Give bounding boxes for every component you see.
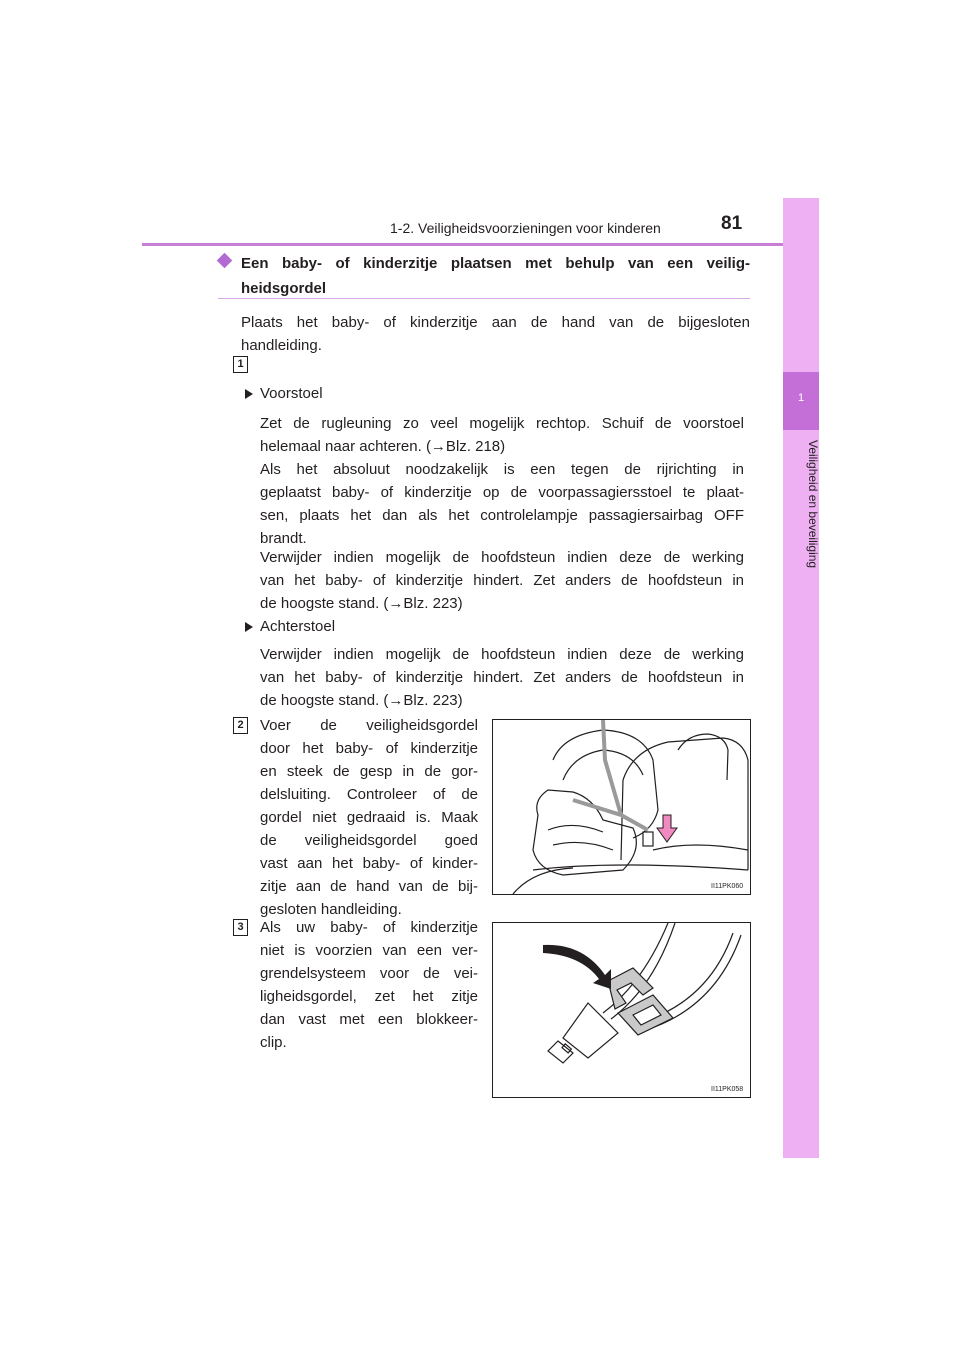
- text-line: dan vast met een blokkeer-: [260, 1011, 478, 1028]
- text-line: gesloten handleiding.: [260, 901, 402, 918]
- intro-line-2: handleiding.: [241, 337, 322, 354]
- front-seat-paragraph-2: [260, 546, 744, 615]
- text-line: Voer de veiligheidsgordel: [260, 717, 478, 734]
- text-line: geplaatst baby- of kinderzitje op de voorpassagiersstoel te plaat-: [260, 484, 744, 501]
- chapter-number: 1: [797, 392, 805, 404]
- text-line: clip.: [260, 1034, 287, 1051]
- text-line: delsluiting. Controleer of de: [260, 786, 478, 803]
- text-line: grendelsysteem voor de vei-: [260, 965, 478, 982]
- text-line: zitje aan de hand van de bij-: [260, 878, 478, 895]
- header-rule: [142, 243, 819, 246]
- front-seat-label: Voorstoel: [260, 385, 323, 402]
- step-number-1: 1: [233, 356, 248, 373]
- pointing-arrow-icon: [543, 945, 611, 989]
- text-line: de hoogste stand. (→Blz. 223): [260, 595, 463, 612]
- text-line: van het baby- of kinderzitje hindert. Zet anders de hoofdsteun in: [260, 669, 744, 686]
- text-line: de veiligheidsgordel goed: [260, 832, 478, 849]
- text-line: van het baby- of kinderzitje hindert. Zet anders de hoofdsteun in: [260, 572, 744, 589]
- text-line: helemaal naar achteren. (→Blz. 218): [260, 438, 506, 455]
- diamond-bullet-icon: [217, 253, 233, 269]
- text-line: sen, plaats het dan als het controlelampje passagiersairbag OFF: [260, 507, 744, 524]
- rear-seat-label: Achterstoel: [260, 618, 336, 635]
- step-number-2: 2: [233, 717, 248, 734]
- page-number: 81: [721, 213, 743, 234]
- heading-line-1: Een baby- of kinderzitje plaatsen met behulp van een veilig-: [241, 255, 750, 272]
- text-line: Verwijder indien mogelijk de hoofdsteun indien deze de werking: [260, 646, 744, 663]
- rear-seat-paragraph: [260, 643, 744, 712]
- chapter-number-tab: [783, 372, 819, 430]
- text-line: Als uw baby- of kinderzitje: [260, 919, 478, 936]
- text-line: vast aan het baby- of kinder-: [260, 855, 478, 872]
- text-line: Als het absoluut noodzakelijk is een tegen de rijrichting in: [260, 461, 744, 478]
- press-down-arrow-icon: [657, 815, 677, 842]
- text-line: gordel niet gedraaid is. Maak: [260, 809, 478, 826]
- intro-line-1: Plaats het baby- of kinderzitje aan de hand van de bijgesloten: [241, 314, 750, 331]
- text-line: niet is voorzien van een ver-: [260, 942, 478, 959]
- step3-paragraph: [260, 916, 478, 1054]
- child-seat-illustration: [493, 720, 750, 894]
- heading-line-2: heidsgordel: [241, 280, 327, 297]
- locking-clip-illustration: [493, 923, 750, 1097]
- locking-clip-icon: [608, 968, 673, 1035]
- text-line: de hoogste stand. (→Blz. 223): [260, 692, 463, 709]
- text-line: Zet de rugleuning zo veel mogelijk rechtop. Schuif de voorstoel: [260, 415, 744, 432]
- text-line: en steek de gesp in de gor-: [260, 763, 478, 780]
- section-title: 1-2. Veiligheidsvoorzieningen voor kinderen: [390, 220, 661, 236]
- triangle-bullet-icon: [245, 389, 253, 399]
- chapter-title: Veiligheid en beveiliging: [806, 440, 820, 569]
- intro-paragraph: [241, 311, 750, 357]
- triangle-bullet-icon: [245, 622, 253, 632]
- front-seat-paragraph-1: [260, 412, 744, 550]
- text-line: Verwijder indien mogelijk de hoofdsteun indien deze de werking: [260, 549, 744, 566]
- text-line: ligheidsgordel, zet het zitje: [260, 988, 478, 1005]
- section-heading: [241, 251, 750, 301]
- figure-code: II11PK060: [711, 883, 744, 890]
- locking-clip-figure: [492, 922, 751, 1098]
- text-line: brandt.: [260, 530, 307, 547]
- heading-rule: [218, 298, 750, 299]
- step-number-3: 3: [233, 919, 248, 936]
- side-tab: [783, 198, 819, 1158]
- text-line: door het baby- of kinderzitje: [260, 740, 478, 757]
- child-seat-figure: [492, 719, 751, 895]
- step2-paragraph: [260, 714, 478, 921]
- figure-code: II11PK058: [711, 1086, 744, 1093]
